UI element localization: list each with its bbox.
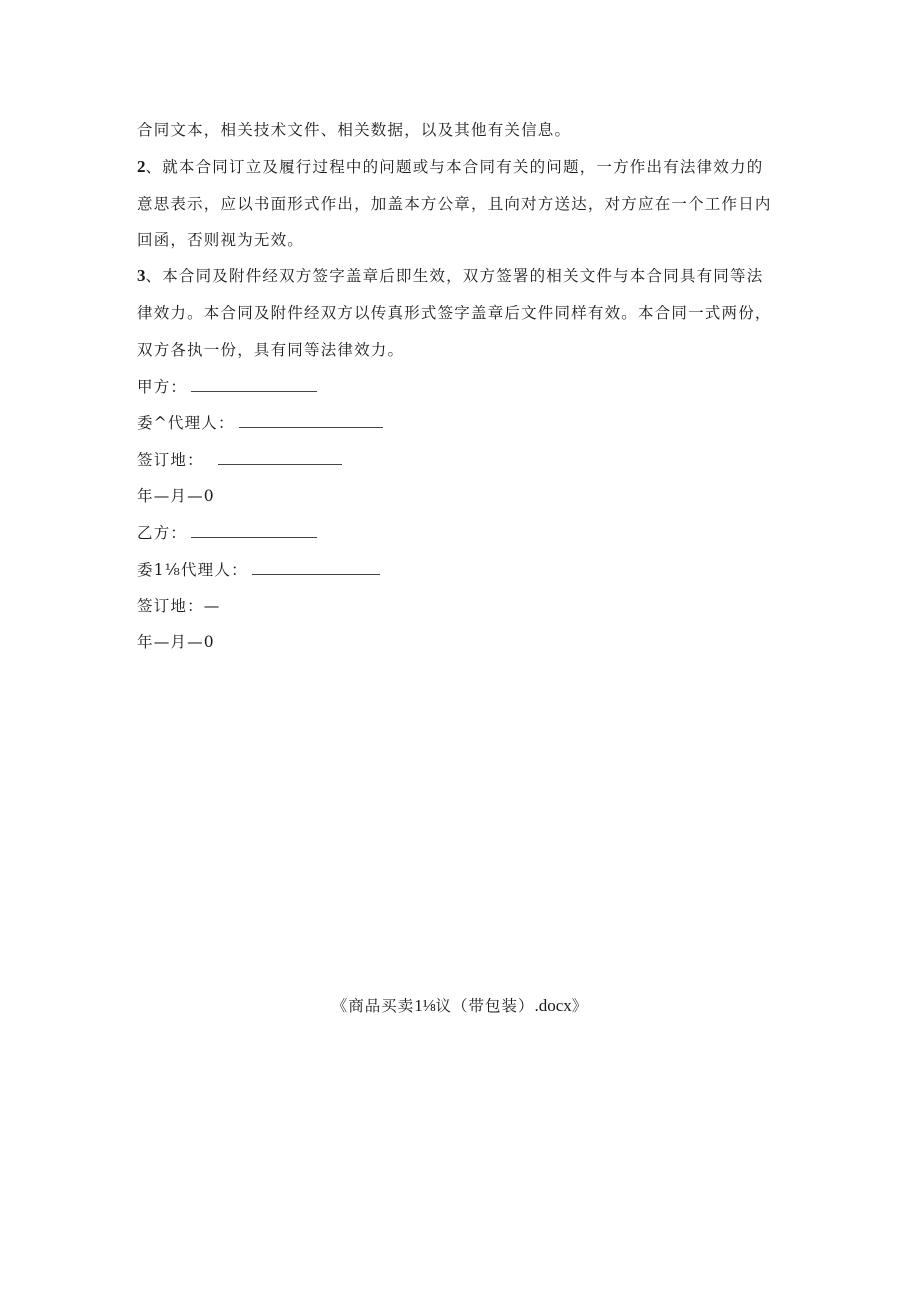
text-line: 双方各执一份，具有同等法律效力。	[137, 341, 405, 359]
clause-2-line-1	[137, 157, 763, 177]
clause-2-line-3	[137, 230, 304, 250]
agent-b-label: 委1⅛代理人：	[137, 561, 248, 579]
text-line: 、本合同及附件经双方签字盖章后即生效，双方签署的相关文件与本合同具有同等法	[145, 267, 764, 285]
footer-prefix: 《商品买卖	[331, 997, 415, 1015]
text-line: 合同文本，相关技术文件、相关数据，以及其他有关信息。	[137, 121, 572, 139]
text-line: 意思表示，应以书面形式作出，加盖本方公章，且向对方送达，对方应在一个工作日内	[137, 195, 772, 213]
footer-close: 》	[571, 997, 589, 1015]
clause-number: 2	[137, 157, 146, 176]
date-a: 年—月—0	[137, 487, 215, 505]
agent-b-row	[137, 560, 380, 580]
agent-a-label: 委^代理人：	[137, 414, 235, 432]
date-b: 年—月—0	[137, 633, 215, 651]
party-a-label: 甲方：	[137, 378, 188, 396]
clause-3-line-3	[137, 340, 404, 360]
place-a-row	[137, 450, 342, 470]
place-a-label: 签订地：	[137, 451, 204, 469]
clause-2-line-2	[137, 194, 772, 214]
party-a-blank	[191, 377, 317, 392]
date-b-row	[137, 632, 215, 652]
party-b-label: 乙方：	[137, 524, 188, 542]
clause-number: 3	[137, 266, 146, 285]
clause-3-line-2	[137, 303, 772, 323]
date-a-row	[137, 486, 215, 506]
party-b-blank	[191, 523, 317, 538]
agent-a-row	[137, 413, 383, 433]
party-a-row	[137, 377, 317, 397]
text-line: 回函，否则视为无效。	[137, 231, 305, 249]
agent-b-blank	[252, 560, 380, 575]
footer-extension: .docx	[534, 996, 572, 1015]
agent-a-blank	[239, 413, 383, 428]
document-footer	[0, 996, 920, 1016]
text-line: 律效力。本合同及附件经双方以传真形式签字盖章后文件同样有效。本合同一式两份，	[137, 304, 772, 322]
place-b-row	[137, 596, 221, 616]
footer-latin: 1⅛	[414, 996, 436, 1015]
text-line: 、就本合同订立及履行过程中的问题或与本合同有关的问题，一方作出有法律效力的	[145, 158, 764, 176]
clause-3-line-1	[137, 266, 763, 286]
party-b-row	[137, 523, 317, 543]
place-b-label: 签订地：—	[137, 597, 221, 615]
paragraph-line	[137, 120, 571, 140]
place-a-blank	[218, 450, 342, 465]
footer-suffix: 议（带包装）	[435, 997, 535, 1015]
